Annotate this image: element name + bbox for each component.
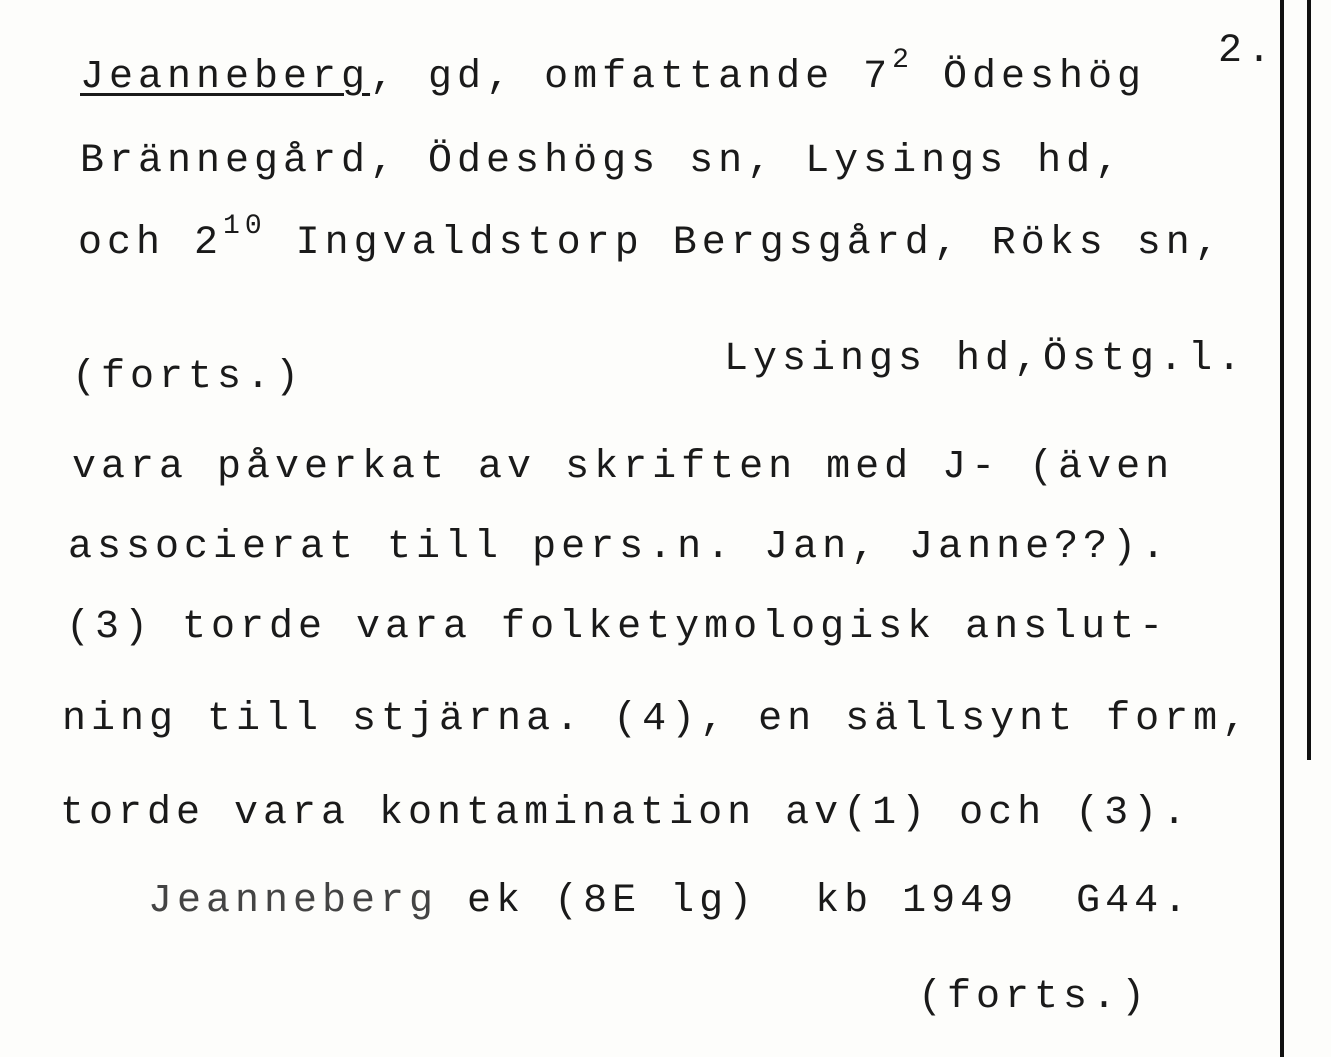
- body-line-5: torde vara kontamination av(1) och (3).: [60, 791, 1192, 836]
- body-line-2: associerat till pers.n. Jan, Janne??).: [68, 525, 1171, 570]
- place-name: Jeanneberg: [80, 55, 371, 100]
- header-line-2: Brännegård, Ödeshögs sn, Lysings hd,: [80, 139, 1125, 184]
- reference-line: [148, 879, 1193, 924]
- body-line-3: (3) torde vara folketymologisk anslut-: [66, 605, 1169, 650]
- header-line-4: Lysings hd,Östg.l.: [724, 337, 1247, 382]
- header-line-3-end: Ingvaldstorp Bergsgård, Röks sn,: [266, 221, 1224, 266]
- reference-name: Jeanneberg: [148, 879, 439, 924]
- forts-bottom: (forts.): [918, 975, 1151, 1020]
- header-line-3: [78, 211, 1224, 266]
- card-edge-line: [1280, 0, 1284, 1057]
- forts-left: (forts.): [72, 355, 305, 400]
- header-line-1-end: Ödeshög: [913, 55, 1146, 100]
- header-line-1-sup: 2: [892, 45, 914, 76]
- reference-rest: ek (8E lg) kb 1949 G44.: [438, 879, 1193, 924]
- header-line-3-start: och 2: [78, 221, 224, 266]
- body-line-4: ning till stjärna. (4), en sällsynt form,: [62, 697, 1252, 742]
- card-edge-line-top: [1307, 0, 1311, 760]
- header-line-1-rest: , gd, omfattande 7: [370, 55, 893, 100]
- body-line-1: vara påverkat av skriften med J- (även: [72, 445, 1175, 490]
- header-line-1: [80, 45, 1146, 100]
- header-line-3-sup: 10: [223, 211, 267, 242]
- page-number: 2.: [1218, 29, 1277, 74]
